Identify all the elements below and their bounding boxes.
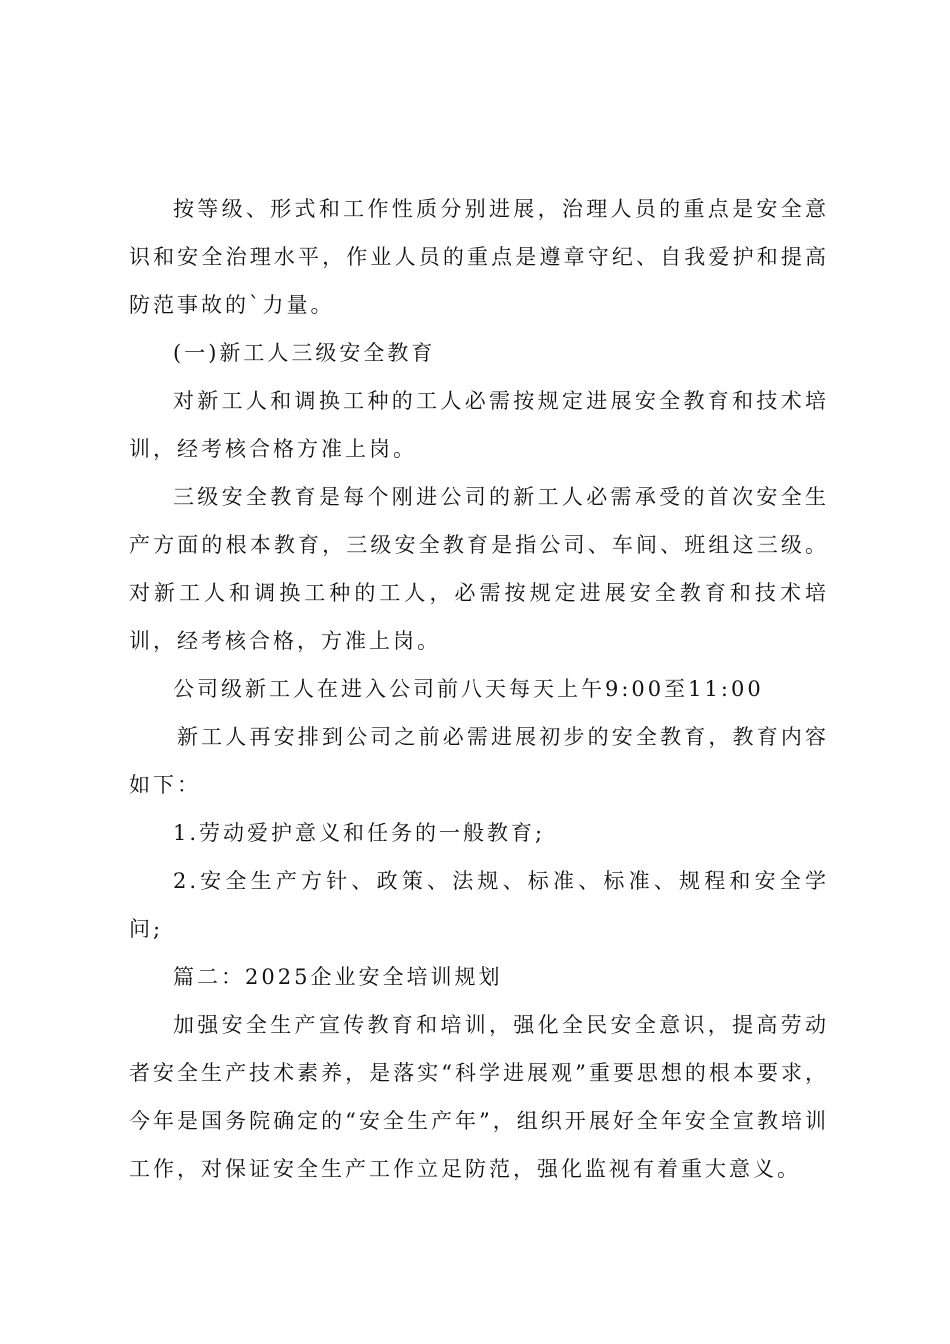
- section-heading-new-worker-education: (一)新工人三级安全教育: [173, 341, 436, 365]
- paragraph-3: 对新工人和调换工种的工人必需按规定进展安全教育和技术培训，经考核合格方准上岗。: [129, 389, 829, 461]
- list-item-1: 1.劳动爱护意义和任务的一般教育;: [173, 821, 546, 845]
- section-heading-part-two: 篇二：2025企业安全培训规划: [173, 965, 503, 989]
- paragraph-5: 公司级新工人在进入公司前八天每天上午9:00至11:00: [173, 677, 764, 701]
- paragraph-4: 三级安全教育是每个刚进公司的新工人必需承受的首次安全生产方面的根本教育，三级安全教育是指公司、车间、班组这三级。对新工人和调换工种的工人，必需按规定进展安全教育和技术培训，经考核合格，方准上岗。: [129, 485, 829, 653]
- list-item-2: 2.安全生产方针、政策、法规、标准、标准、规程和安全学问;: [129, 869, 829, 941]
- paragraph-10: 加强安全生产宣传教育和培训，强化全民安全意识，提高劳动者安全生产技术素养，是落实“科学进展观”重要思想的根本要求，今年是国务院确定的“安全生产年”，组织开展好全年安全宣教培训工作，对保证安全生产工作立足防范，强化监视有着重大意义。: [129, 1013, 829, 1181]
- paragraph-1: 按等级、形式和工作性质分别进展，治理人员的重点是安全意识和安全治理水平，作业人员的重点是遵章守纪、自我爱护和提高防范事故的`力量。: [129, 197, 829, 317]
- paragraph-6: 新工人再安排到公司之前必需进展初步的安全教育，教育内容如下：: [129, 725, 829, 797]
- document-body: [129, 185, 829, 1193]
